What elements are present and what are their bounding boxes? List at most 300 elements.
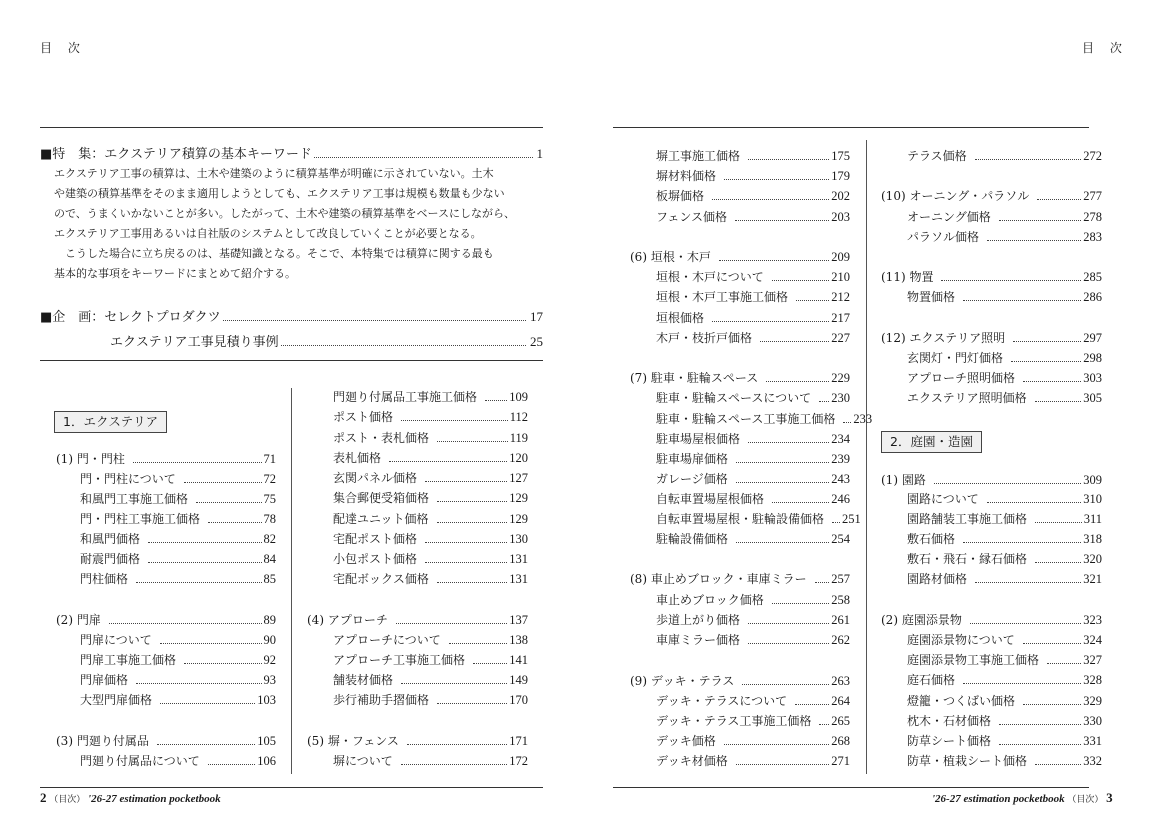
- toc-entry-label: 自転車置場屋根・駐輪設備価格: [656, 512, 825, 526]
- toc-entry-page: 272: [1083, 149, 1102, 163]
- toc-entry[interactable]: [656, 728, 850, 748]
- leader-dots: [407, 744, 507, 745]
- toc-entry[interactable]: [56, 728, 276, 748]
- toc-entry[interactable]: [656, 466, 850, 486]
- leader-dots: [819, 401, 829, 402]
- toc-entry[interactable]: [656, 204, 850, 224]
- toc-entry-label: 駐車場扉価格: [656, 452, 729, 466]
- toc-entry[interactable]: [656, 284, 850, 304]
- leader-dots: [832, 522, 840, 523]
- toc-entry[interactable]: [333, 404, 528, 424]
- leader-dots: [160, 703, 255, 704]
- leader-dots: [208, 764, 255, 765]
- toc-entry[interactable]: [907, 345, 1102, 365]
- toc-entry-label: パラソル価格: [907, 230, 980, 244]
- toc-entry-page: 271: [831, 754, 850, 768]
- leader-dots: [999, 744, 1081, 745]
- leader-dots: [742, 684, 829, 685]
- toc-entry-label: アプローチ工事施工価格: [333, 653, 466, 667]
- leader-dots: [425, 542, 507, 543]
- toc-entry-label: (3) 門廻り付属品: [56, 734, 149, 748]
- toc-entry-label: ポスト価格: [333, 410, 394, 424]
- toc-entry-page: 311: [1083, 512, 1102, 526]
- left-page-header: 目 次: [40, 41, 86, 55]
- toc-entry-page: 265: [831, 714, 850, 728]
- toc-entry-page: 71: [263, 452, 276, 466]
- toc-entry-label: 敷石・飛石・縁石価格: [907, 552, 1028, 566]
- toc-entry[interactable]: [881, 325, 1102, 345]
- toc-entry[interactable]: [333, 627, 528, 647]
- toc-entry-page: 149: [509, 673, 528, 687]
- toc-entry-label: 板塀価格: [656, 189, 705, 203]
- leader-dots: [281, 345, 526, 346]
- toc-entry-page: 89: [263, 613, 276, 627]
- toc-entry-page: 251: [842, 512, 861, 526]
- leader-dots: [748, 643, 829, 644]
- toc-entry[interactable]: [333, 667, 528, 687]
- toc-entry-page: 285: [1083, 270, 1102, 284]
- leader-dots: [735, 220, 829, 221]
- toc-entry-label: 門・門柱工事施工価格: [80, 512, 201, 526]
- leader-dots: [157, 744, 255, 745]
- toc-entry-label: アプローチ照明価格: [907, 371, 1016, 385]
- leader-dots: [109, 623, 262, 624]
- toc-entry[interactable]: [56, 607, 276, 627]
- leader-dots: [425, 562, 507, 563]
- toc-entry-page: 277: [1083, 189, 1102, 203]
- toc-entry-page: 82: [263, 532, 276, 546]
- toc-entry-page: 310: [1083, 492, 1102, 506]
- toc-entry[interactable]: [656, 446, 850, 466]
- toc-entry-label: (1) 園路: [881, 473, 926, 487]
- toc-entry[interactable]: [80, 566, 276, 586]
- toc-entry[interactable]: [307, 607, 528, 627]
- leader-dots: [437, 582, 507, 583]
- toc-entry-page: 209: [831, 250, 850, 264]
- toc-entry[interactable]: [656, 163, 850, 183]
- toc-entry-page: 127: [509, 471, 528, 485]
- toc-entry-label: デッキ価格: [656, 734, 716, 748]
- leader-dots: [473, 663, 507, 664]
- toc-entry[interactable]: [907, 627, 1102, 647]
- toc-entry[interactable]: [80, 546, 276, 566]
- toc-entry[interactable]: [907, 365, 1102, 385]
- leader-dots: [760, 341, 829, 342]
- plan-sub-entry[interactable]: [110, 330, 543, 350]
- leader-dots: [736, 462, 829, 463]
- section-garden: 2．庭園・造園: [881, 431, 982, 453]
- toc-entry-page: 131: [509, 572, 528, 586]
- leader-dots: [314, 157, 533, 158]
- leader-dots: [934, 483, 1081, 484]
- toc-entry-label: 駐車・駐輪スペースについて: [656, 391, 812, 405]
- toc-entry-label: デッキ・テラス工事施工価格: [656, 714, 812, 728]
- toc-entry[interactable]: [333, 566, 528, 586]
- footer-left-title: '26-27 estimation pocketbook: [88, 793, 221, 805]
- toc-entry[interactable]: [656, 183, 850, 203]
- toc-entry[interactable]: [333, 506, 528, 526]
- toc-entry[interactable]: [656, 143, 850, 163]
- toc-entry[interactable]: [333, 546, 528, 566]
- toc-entry-label: フェンス価格: [656, 210, 728, 224]
- toc-entry-label: 門扉工事施工価格: [80, 653, 177, 667]
- toc-entry[interactable]: [656, 748, 850, 768]
- toc-entry-label: 防草・植栽シート価格: [907, 754, 1028, 768]
- toc-entry-page: 309: [1083, 473, 1102, 487]
- toc-entry[interactable]: [656, 526, 850, 546]
- leader-dots: [736, 764, 829, 765]
- toc-entry[interactable]: [907, 566, 1102, 586]
- toc-entry-label: (1) 門・門柱: [56, 452, 125, 466]
- toc-entry-page: 105: [257, 734, 276, 748]
- toc-entry[interactable]: [656, 385, 850, 405]
- leader-dots: [401, 764, 507, 765]
- toc-entry-page: 78: [263, 512, 276, 526]
- toc-entry-page: 258: [831, 593, 850, 607]
- toc-entry[interactable]: [907, 224, 1102, 244]
- toc-entry-page: 264: [831, 694, 850, 708]
- leader-dots: [736, 482, 829, 483]
- toc-entry[interactable]: [630, 566, 850, 586]
- leader-dots: [208, 522, 261, 523]
- toc-entry[interactable]: [656, 305, 850, 325]
- toc-entry[interactable]: [656, 607, 850, 627]
- toc-entry-label: 歩道上がり価格: [656, 613, 741, 627]
- toc-entry-page: 129: [509, 491, 528, 505]
- leader-dots: [1047, 663, 1081, 664]
- toc-entry[interactable]: [80, 647, 276, 667]
- toc-entry-label: 宅配ポスト価格: [333, 532, 418, 546]
- toc-entry-label: アプローチについて: [333, 633, 441, 647]
- toc-entry-label: (11) 物置: [881, 270, 934, 284]
- right-page-header: 目 次: [1082, 41, 1128, 55]
- leader-dots: [712, 321, 829, 322]
- toc-entry[interactable]: [881, 264, 1102, 284]
- toc-entry-page: 233: [853, 412, 873, 426]
- leader-dots: [941, 280, 1081, 281]
- toc-entry[interactable]: [333, 485, 528, 505]
- toc-entry-label: 玄関灯・門灯価格: [907, 351, 1004, 365]
- toc-entry[interactable]: [907, 748, 1102, 768]
- toc-entry[interactable]: [333, 526, 528, 546]
- toc-entry-page: 298: [1083, 351, 1102, 365]
- footer-right-page: 3: [1106, 790, 1113, 805]
- toc-entry[interactable]: [630, 244, 850, 264]
- toc-entry-page: 318: [1083, 532, 1102, 546]
- bottom-rule-left: [40, 787, 543, 788]
- toc-entry[interactable]: [80, 526, 276, 546]
- toc-entry[interactable]: [907, 728, 1102, 748]
- toc-entry-label: 和風門工事施工価格: [80, 492, 189, 506]
- leader-dots: [748, 442, 829, 443]
- leader-dots: [449, 643, 507, 644]
- toc-entry[interactable]: [656, 264, 850, 284]
- leader-dots: [425, 481, 507, 482]
- toc-entry-page: 328: [1083, 673, 1102, 687]
- toc-entry-page: 330: [1083, 714, 1102, 728]
- toc-entry[interactable]: [80, 667, 276, 687]
- toc-entry[interactable]: [907, 284, 1102, 304]
- toc-entry-label: (8) 車止めブロック・車庫ミラー: [630, 572, 807, 586]
- leader-dots: [987, 502, 1081, 503]
- plan-sub-label: エクステリア工事見積り事例: [110, 335, 279, 350]
- toc-entry[interactable]: [80, 687, 276, 707]
- toc-entry[interactable]: [907, 647, 1102, 667]
- leader-dots: [196, 502, 261, 503]
- toc-entry-label: (2) 門扉: [56, 613, 101, 627]
- leader-dots: [795, 704, 829, 705]
- leader-dots: [766, 381, 829, 382]
- toc-entry-label: (9) デッキ・テラス: [630, 674, 735, 688]
- toc-entry-page: 171: [509, 734, 528, 748]
- toc-entry[interactable]: [307, 728, 528, 748]
- toc-entry-page: 109: [509, 390, 528, 404]
- toc-entry-page: 129: [509, 512, 528, 526]
- toc-entry-page: 243: [831, 472, 850, 486]
- toc-entry-label: 門扉価格: [80, 673, 129, 687]
- toc-entry[interactable]: [656, 486, 850, 506]
- leader-dots: [772, 603, 829, 604]
- toc-entry[interactable]: [656, 506, 861, 526]
- toc-entry[interactable]: [80, 506, 276, 526]
- toc-entry[interactable]: [656, 406, 873, 426]
- plan-sub-page: 25: [530, 334, 543, 349]
- toc-entry[interactable]: [907, 385, 1102, 405]
- toc-entry-page: 112: [509, 410, 528, 424]
- toc-entry-label: (6) 垣根・木戸: [630, 250, 711, 264]
- toc-entry-page: 327: [1083, 653, 1102, 667]
- toc-entry-label: 垣根・木戸について: [656, 270, 764, 284]
- feature-page: 1: [536, 146, 543, 161]
- leader-dots: [987, 240, 1081, 241]
- leader-dots: [1035, 522, 1082, 523]
- toc-entry-page: 130: [509, 532, 528, 546]
- footer-right-title: '26-27 estimation pocketbook: [932, 793, 1065, 805]
- leader-dots: [970, 623, 1081, 624]
- footer-right-tag: （目次）: [1067, 794, 1104, 804]
- toc-entry-label: 車庫ミラー価格: [656, 633, 741, 647]
- toc-entry[interactable]: [333, 465, 528, 485]
- toc-entry-label: (2) 庭園添景物: [881, 613, 962, 627]
- toc-entry-label: 車止めブロック価格: [656, 593, 764, 607]
- plan-entry[interactable]: [40, 305, 543, 325]
- toc-entry[interactable]: [80, 486, 276, 506]
- toc-entry-label: 駐車・駐輪スペース工事施工価格: [656, 412, 836, 426]
- toc-entry-label: 駐輪設備価格: [656, 532, 729, 546]
- leader-dots: [1035, 562, 1081, 563]
- leader-dots: [736, 542, 829, 543]
- toc-entry-page: 329: [1083, 694, 1102, 708]
- toc-entry[interactable]: [630, 365, 850, 385]
- toc-entry[interactable]: [56, 446, 276, 466]
- toc-entry-label: 園路について: [907, 492, 979, 506]
- toc-entry-page: 120: [509, 451, 528, 465]
- toc-entry-page: 246: [831, 492, 850, 506]
- toc-entry-label: 垣根・木戸工事施工価格: [656, 290, 789, 304]
- toc-entry-label: テラス価格: [907, 149, 967, 163]
- toc-entry[interactable]: [656, 587, 850, 607]
- toc-entry[interactable]: [333, 748, 528, 768]
- feature-description: エクステリア工事の積算は、土木や建築のように積算基準が明確に示されていない。土木 や建築の積算基準をそのまま適用しようとしても、エクステリア工事は規模も数量も少ない ので、うまくいかないことが多い。したがって、土木や建築の積算基準をベースにしながら、 エクステリア工事用あるいは自社版のシステムとして改良していくことが必要となる。 こうした場合に立ち戻るのは、基礎知識となる。そこで、本特集では積算に関する最も 基本的な事項をキーワードにまとめて紹介する。: [54, 167, 516, 280]
- leader-dots: [1023, 704, 1081, 705]
- toc-entry[interactable]: [907, 546, 1102, 566]
- toc-entry-page: 331: [1083, 734, 1102, 748]
- toc-entry-page: 321: [1083, 572, 1102, 586]
- feature-label: ■特 集：エクステリア積算の基本キーワード: [40, 147, 312, 162]
- footer-left-page: 2: [40, 790, 47, 805]
- toc-entry-label: 園路舗装工事施工価格: [907, 512, 1028, 526]
- toc-entry-label: 舗装材価格: [333, 673, 394, 687]
- toc-entry-label: ポスト・表札価格: [333, 431, 430, 445]
- toc-entry-label: 垣根価格: [656, 311, 705, 325]
- toc-entry-page: 261: [831, 613, 850, 627]
- leader-dots: [1011, 361, 1081, 362]
- leader-dots: [1035, 764, 1081, 765]
- leader-dots: [437, 703, 507, 704]
- toc-entry-page: 263: [831, 674, 850, 688]
- toc-entry-page: 254: [831, 532, 850, 546]
- leader-dots: [133, 462, 262, 463]
- toc-entry[interactable]: [80, 627, 276, 647]
- toc-entry[interactable]: [881, 467, 1102, 487]
- leader-dots: [437, 522, 508, 523]
- toc-entry-page: 137: [509, 613, 528, 627]
- toc-entry-page: 141: [509, 653, 528, 667]
- toc-entry-page: 202: [831, 189, 850, 203]
- leader-dots: [1023, 643, 1081, 644]
- toc-entry-label: エクステリア照明価格: [907, 391, 1027, 405]
- leader-dots: [437, 501, 507, 502]
- toc-entry-label: 防草シート価格: [907, 734, 992, 748]
- toc-entry-label: 枕木・石材価格: [907, 714, 992, 728]
- toc-entry-page: 172: [509, 754, 528, 768]
- toc-entry-page: 324: [1083, 633, 1102, 647]
- toc-entry-label: 配達ユニット価格: [333, 512, 429, 526]
- toc-entry-page: 227: [831, 331, 850, 345]
- toc-entry-page: 320: [1083, 552, 1102, 566]
- toc-entry-label: 歩行補助手摺価格: [333, 693, 430, 707]
- toc-entry-label: 自転車置場屋根価格: [656, 492, 765, 506]
- leader-dots: [963, 300, 1081, 301]
- toc-entry-page: 305: [1083, 391, 1102, 405]
- leader-dots: [796, 300, 829, 301]
- toc-entry[interactable]: [881, 607, 1102, 627]
- toc-entry-page: 175: [831, 149, 850, 163]
- toc-entry-label: 門扉について: [80, 633, 152, 647]
- toc-entry[interactable]: [907, 688, 1102, 708]
- toc-entry[interactable]: [333, 425, 528, 445]
- toc-entry-label: 小包ポスト価格: [333, 552, 418, 566]
- toc-entry-page: 75: [263, 492, 276, 506]
- toc-entry[interactable]: [907, 143, 1102, 163]
- toc-entry-label: 塀工事施工価格: [656, 149, 741, 163]
- toc-entry[interactable]: [907, 667, 1102, 687]
- toc-entry-page: 230: [831, 391, 850, 405]
- toc-entry-page: 72: [263, 472, 276, 486]
- leader-dots: [724, 179, 829, 180]
- toc-entry-page: 210: [831, 270, 850, 284]
- toc-entry[interactable]: [656, 426, 850, 446]
- toc-entry-label: 庭園添景物工事施工価格: [907, 653, 1040, 667]
- toc-entry[interactable]: [907, 506, 1102, 526]
- bottom-rule-right: [613, 787, 1089, 788]
- leader-dots: [1035, 401, 1082, 402]
- toc-entry-label: 園路材価格: [907, 572, 968, 586]
- toc-entry[interactable]: [80, 748, 276, 768]
- toc-entry[interactable]: [333, 384, 528, 404]
- leader-dots: [999, 724, 1081, 725]
- plan-label: ■企 画：セレクトプロダクツ: [40, 310, 221, 325]
- footer-left-tag: （目次）: [49, 794, 86, 804]
- toc-entry[interactable]: [881, 183, 1102, 203]
- toc-entry-label: オーニング価格: [907, 210, 991, 224]
- toc-entry[interactable]: [907, 708, 1102, 728]
- toc-entry-label: 門廻り付属品工事施工価格: [333, 390, 478, 404]
- feature-entry[interactable]: [40, 142, 543, 162]
- toc-entry[interactable]: [630, 668, 850, 688]
- toc-entry[interactable]: [656, 708, 850, 728]
- leader-dots: [772, 502, 829, 503]
- toc-entry-page: 297: [1083, 331, 1102, 345]
- toc-entry-label: 庭園添景物について: [907, 633, 1015, 647]
- toc-entry-page: 303: [1083, 371, 1102, 385]
- column-divider-right: [866, 140, 867, 774]
- toc-entry-label: デッキ・テラスについて: [656, 694, 788, 708]
- toc-entry[interactable]: [656, 627, 850, 647]
- toc-entry[interactable]: [907, 526, 1102, 546]
- toc-entry-label: 庭石価格: [907, 673, 956, 687]
- leader-dots: [1023, 381, 1081, 382]
- toc-entry-label: 敷石価格: [907, 532, 956, 546]
- leader-dots: [485, 400, 507, 401]
- leader-dots: [819, 724, 829, 725]
- leader-dots: [1013, 341, 1081, 342]
- toc-entry[interactable]: [333, 687, 528, 707]
- leader-dots: [184, 663, 261, 664]
- toc-entry-page: 217: [831, 311, 850, 325]
- toc-entry-label: (5) 塀・フェンス: [307, 734, 399, 748]
- toc-entry[interactable]: [656, 325, 850, 345]
- leader-dots: [396, 623, 507, 624]
- toc-entry-page: 170: [509, 693, 528, 707]
- toc-entry[interactable]: [333, 445, 528, 465]
- toc-entry[interactable]: [80, 466, 276, 486]
- leader-dots: [843, 422, 851, 423]
- leader-dots: [815, 582, 830, 583]
- leader-dots: [975, 582, 1081, 583]
- leader-dots: [437, 441, 508, 442]
- toc-entry-page: 179: [831, 169, 850, 183]
- leader-dots: [401, 683, 507, 684]
- leader-dots: [401, 420, 508, 421]
- leader-dots: [136, 582, 261, 583]
- toc-entry-label: 門廻り付属品について: [80, 754, 200, 768]
- toc-entry-page: 278: [1083, 210, 1102, 224]
- toc-entry-page: 212: [831, 290, 850, 304]
- toc-entry-page: 257: [831, 572, 850, 586]
- toc-entry-label: 大型門扉価格: [80, 693, 153, 707]
- toc-entry-label: (4) アプローチ: [307, 613, 388, 627]
- toc-entry[interactable]: [907, 486, 1102, 506]
- toc-entry-label: 物置価格: [907, 290, 956, 304]
- toc-entry[interactable]: [656, 688, 850, 708]
- footer-left: [40, 790, 221, 806]
- toc-entry-label: 玄関パネル価格: [333, 471, 418, 485]
- toc-entry[interactable]: [333, 647, 528, 667]
- toc-entry-label: 塀について: [333, 754, 393, 768]
- toc-entry[interactable]: [907, 204, 1102, 224]
- toc-entry-page: 93: [263, 673, 276, 687]
